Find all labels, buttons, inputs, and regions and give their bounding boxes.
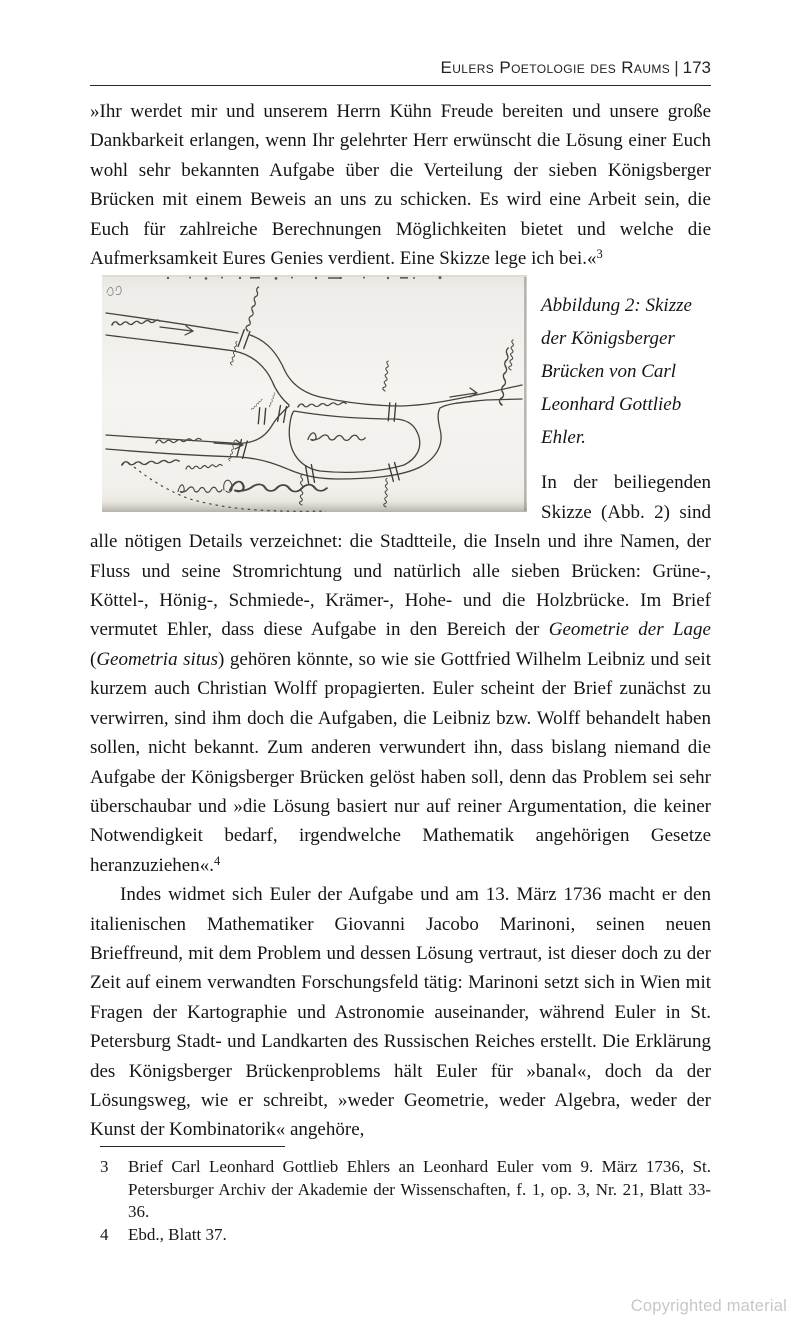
figure-caption: Abbildung 2: Skizze der Königsberger Brücken von Carl Leonhard Gottlieb Ehler. [541,295,692,449]
running-head [90,58,711,86]
footnote-3 [100,1156,711,1224]
italic-term-geometria-situs: Geometria situs [96,648,218,670]
running-head-separator: | [674,58,679,77]
page-number: 173 [682,58,711,77]
paragraph-1-text: In der beiliegenden Skizze (Abb. 2) sind alle nötigen Details verzeichnet: die Stadtteile, die Inseln und ihre Namen, der Fluss und seine Stromrichtung und natürlich alle sieben Brücken: Grüne-, Köttel-, Hönig-, Schmiede-, Krämer-, Hohe- und die Holzbrücke. Im Brief vermutet Ehler, dass diese Aufgabe in den Bereich der [90,472,711,641]
block-quote [90,97,711,273]
page-body [90,97,711,1145]
sketch-canvas [102,275,527,512]
footnote-ref-4: 4 [213,853,221,868]
paragraph-2: Indes widmet sich Euler der Aufgabe und am 13. März 1736 macht er den italienischen Mathematiker Giovanni Jacobo Marinoni, seinen neuen Brieffreund, mit dem Problem und dessen Lösung vertraut, ist dieser doch zu der Zeit auf einem verwandten Forschungsfeld tätig: Marinoni setzt sich in Wien mit Fragen der Kartographie und Astronomie auseinander, während Euler in St. Petersburg Stadt- und Landkarten des Russischen Reiches erstellt. Die Erklärung des Königsberger Brückenproblems hält Euler für »banal«, doch da der Lösungsweg, wie er schreibt, »weder Geometrie, weder Algebra, weder der Kunst der Kombinatorik« angehöre, [90,884,711,1141]
paragraph-1 [90,468,711,880]
koenigsberg-bridges-figure [102,275,527,512]
footnote-text: Brief Carl Leonhard Gottlieb Ehlers an Leonhard Euler vom 9. März 1736, St. Petersburger Archiv der Akademie der Wissenschaften, f. 1, op. 3, Nr. 21, Blatt 33-36. [128,1157,711,1221]
quote-text: »Ihr werdet mir und unserem Herrn Kühn Freude bereiten und unsere große Dankbarkeit erlangen, wenn Ihr gelehrter Herr erwünscht die Lösung einer Euch wohl sehr bekannten Aufgabe über die Verteilung der sieben Königsberger Brücken mit einem Beweis an uns zu schicken. Es wird eine Arbeit sein, die Euch für zahlreiche Berechnungen Möglichkeiten bietet und welche die Aufmerksamkeit Eures Genies verdient. Eine Skizze lege ich bei.« [90,101,711,270]
footnote-ref-3: 3 [596,247,603,262]
footnotes-section [100,1146,711,1246]
footnote-number: 3 [100,1157,109,1176]
footnote-4 [100,1224,711,1247]
footnote-text: Ebd., Blatt 37. [128,1224,227,1244]
copyright-watermark: Copyrighted material [630,1297,787,1315]
italic-term-geometrie-der-lage: Geometrie der Lage [548,619,711,641]
footnote-number: 4 [100,1224,109,1244]
paragraph-1-text: ( [90,648,97,670]
paragraph-1-text: ) gehören könnte, so wie sie Gottfried Wilhelm Leibniz und seit kurzem auch Christian Wolff propagierten. Euler scheint der Brief zunächst zu verwirren, sind ihm doch die Aufgaben, die Leibniz bzw. Wolff behandelt haben sollen, nicht bekannt. Zum anderen verwundert ihn, dass bislang niemand die Aufgabe der Königsberger Brücken gelöst haben soll, denn das Problem sei sehr überschaubar und »die Lösung basiert nur auf reiner Argumentation, die keiner Notwendigkeit bedarf, irgendwelche Mathematik angehörigen Gesetze heranzuziehen«. [90,648,711,876]
footnote-divider [100,1146,285,1147]
running-head-title: Eulers Poetologie des Raums [440,58,671,77]
